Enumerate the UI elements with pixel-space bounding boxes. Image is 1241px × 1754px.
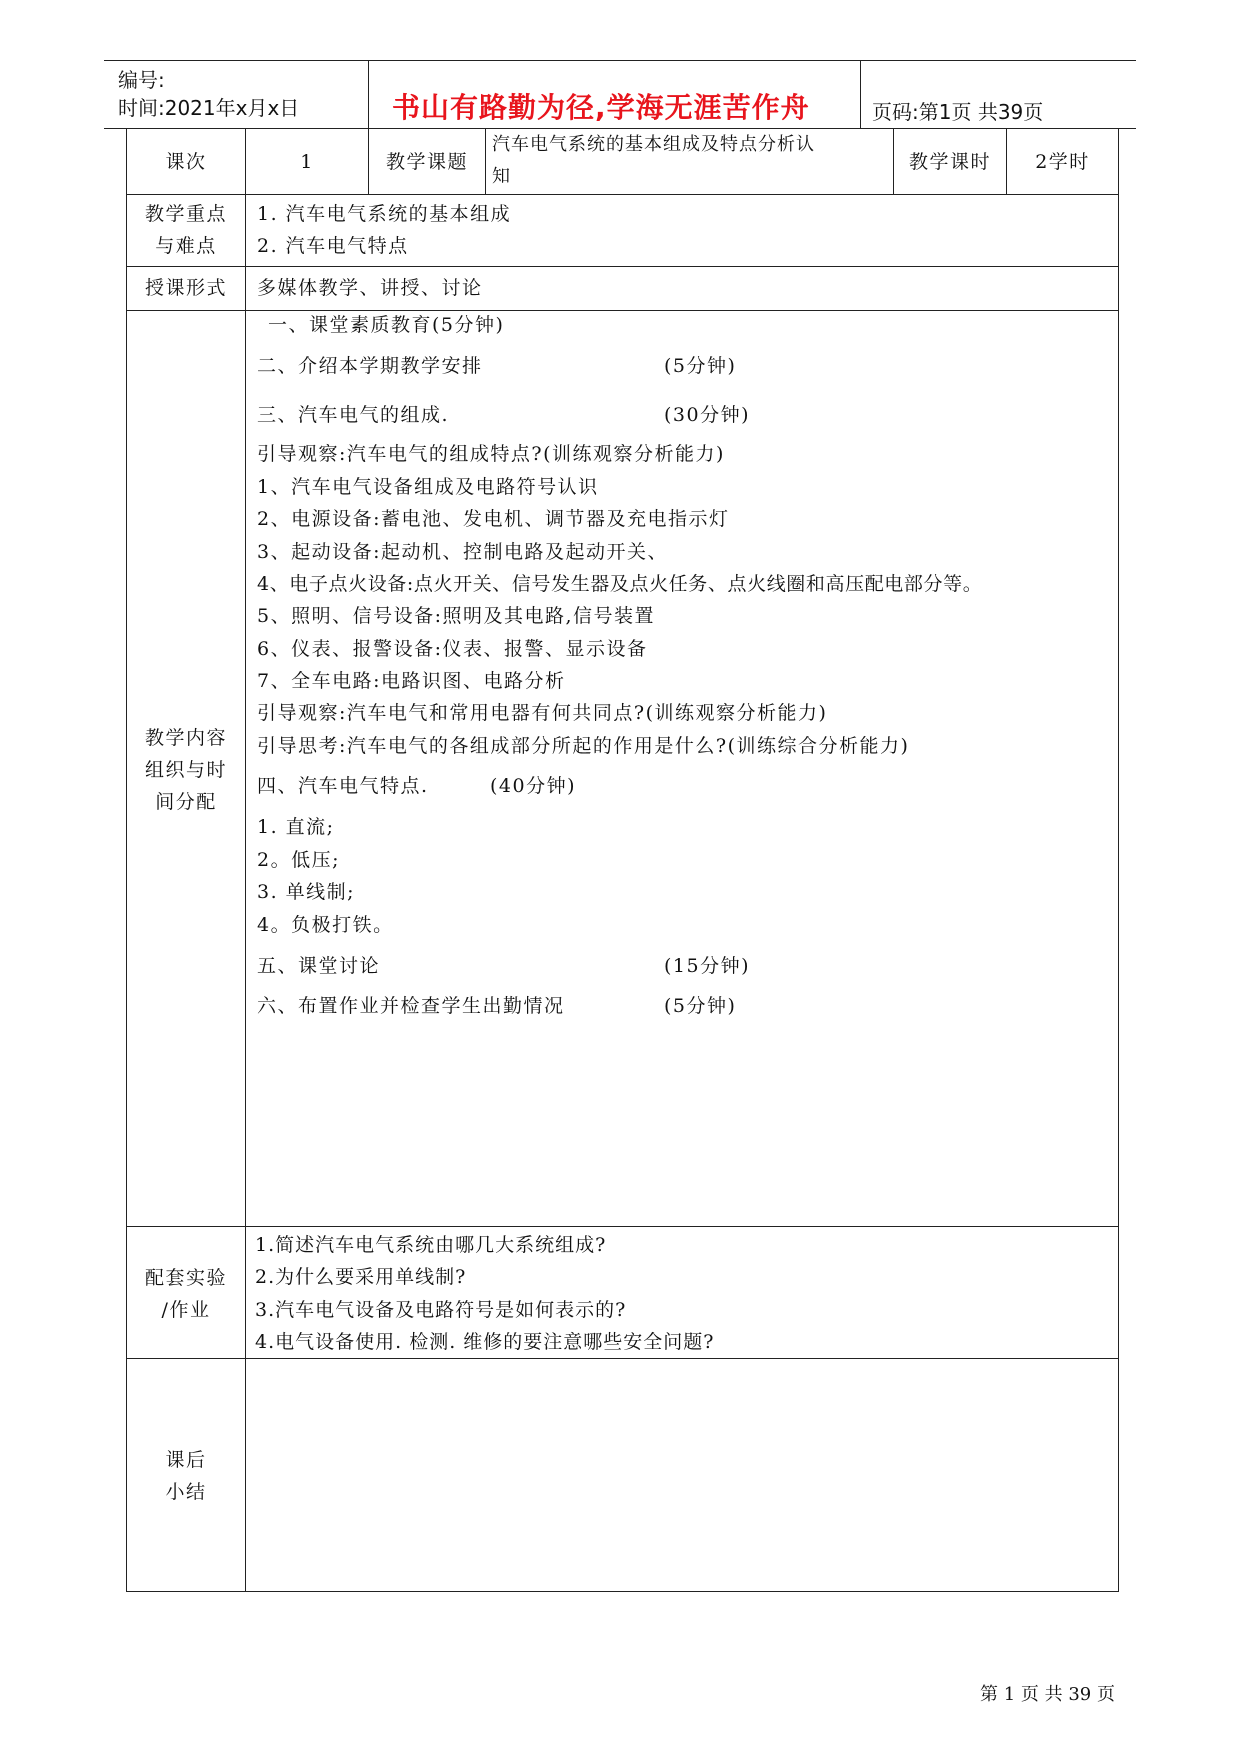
topic-value-line1: 汽车电气系统的基本组成及特点分析认 [492,134,815,155]
header-bottom-rule [104,128,1136,129]
summary-label-line1: 课后 [165,1449,207,1471]
content-label-line2: 组织与时 [144,759,227,781]
content-item-7: 7、全车电路:电路识图、电路分析 [257,670,566,692]
content-guide-1: 引导观察:汽车电气的组成特点?(训练观察分析能力) [257,443,725,465]
content-feature-2: 2。低压; [257,849,340,871]
content-label-line3: 间分配 [155,791,217,813]
hours-value: 2学时 [1035,151,1090,173]
topic-label: 教学课题 [385,151,468,173]
content-label-line1: 教学内容 [144,727,227,749]
footer-page-number: 第 1 页 共 39 页 [980,1684,1115,1705]
content-item-1: 1、汽车电气设备组成及电路符号认识 [257,476,599,498]
key-point-item: 1. 汽车电气系统的基本组成 [257,203,512,225]
table-right-border [1118,128,1119,1592]
row-rule-2 [126,266,1119,267]
motto-banner: 书山有路勤为径,学海无涯苦作舟 [392,91,810,124]
content-section-2-time: (5分钟) [664,355,737,377]
summary-label-line2: 小结 [165,1481,207,1503]
key-point-item: 2. 汽车电气特点 [257,235,409,257]
content-section-6: 六、布置作业并检查学生出勤情况 [257,995,565,1017]
homework-question-4: 4.电气设备使用. 检测. 维修的要注意哪些安全问题? [255,1331,715,1353]
content-guide-2: 引导观察:汽车电气和常用电器有何共同点?(训练观察分析能力) [257,702,828,724]
content-section-5-time: (15分钟) [664,955,751,977]
content-feature-1: 1. 直流; [257,816,335,838]
homework-question-1: 1.简述汽车电气系统由哪几大系统组成? [255,1234,607,1256]
content-feature-3: 3. 单线制; [257,881,356,903]
key-points-label-line2: 与难点 [155,235,217,257]
summary-content-area[interactable] [246,1359,1118,1591]
row-rule-1 [126,194,1119,195]
content-guide-3: 引导思考:汽车电气的各组成部分所起的作用是什么?(训练综合分析能力) [257,735,910,757]
content-item-3: 3、起动设备:起动机、控制电路及起动开关、 [257,541,668,563]
row-rule-4 [126,1226,1119,1227]
topic-value-line2: 知 [492,166,512,187]
homework-label-line2: /作业 [161,1299,211,1321]
content-item-2: 2、电源设备:蓄电池、发电机、调节器及充电指示灯 [257,508,730,530]
content-feature-4: 4。负极打铁。 [257,914,394,936]
row1-divider-2 [485,128,486,194]
content-section-2: 二、介绍本学期教学安排 [257,355,483,377]
content-section-4: 四、汽车电气特点. [257,775,429,797]
header-top-rule [104,60,1136,61]
homework-question-3: 3.汽车电气设备及电路符号是如何表示的? [255,1299,627,1321]
homework-label-line1: 配套实验 [144,1267,227,1289]
lesson-number-value: 1 [300,151,314,173]
teaching-form-label: 授课形式 [144,277,227,299]
content-item-5: 5、照明、信号设备:照明及其电路,信号装置 [257,605,656,627]
table-bottom-border [126,1591,1119,1592]
content-section-3: 三、汽车电气的组成. [257,404,450,426]
date-label: 时间:2021年x月x日 [118,96,300,120]
content-item-6: 6、仪表、报警设备:仪表、报警、显示设备 [257,638,648,660]
content-section-1: 一、课堂素质教育(5分钟) [268,314,505,336]
content-section-3-time: (30分钟) [664,404,751,426]
header-divider-right [860,60,861,128]
key-points-label-line1: 教学重点 [144,203,227,225]
content-section-4-time: (40分钟) [490,775,577,797]
hours-label: 教学课时 [908,151,991,173]
teaching-form-value: 多媒体教学、讲授、讨论 [257,277,483,299]
table-left-border [126,128,127,1592]
homework-question-2: 2.为什么要采用单线制? [255,1266,467,1288]
serial-label: 编号: [118,68,165,92]
lesson-number-label: 课次 [165,151,207,173]
row-rule-3 [126,310,1119,311]
content-item-4: 4、电子点火设备:点火开关、信号发生器及点火任务、点火线圈和高压配电部分等。 [257,573,983,595]
content-section-6-time: (5分钟) [664,995,737,1017]
content-section-5: 五、课堂讨论 [257,955,381,977]
page-indicator: 页码:第1页 共39页 [872,100,1044,124]
